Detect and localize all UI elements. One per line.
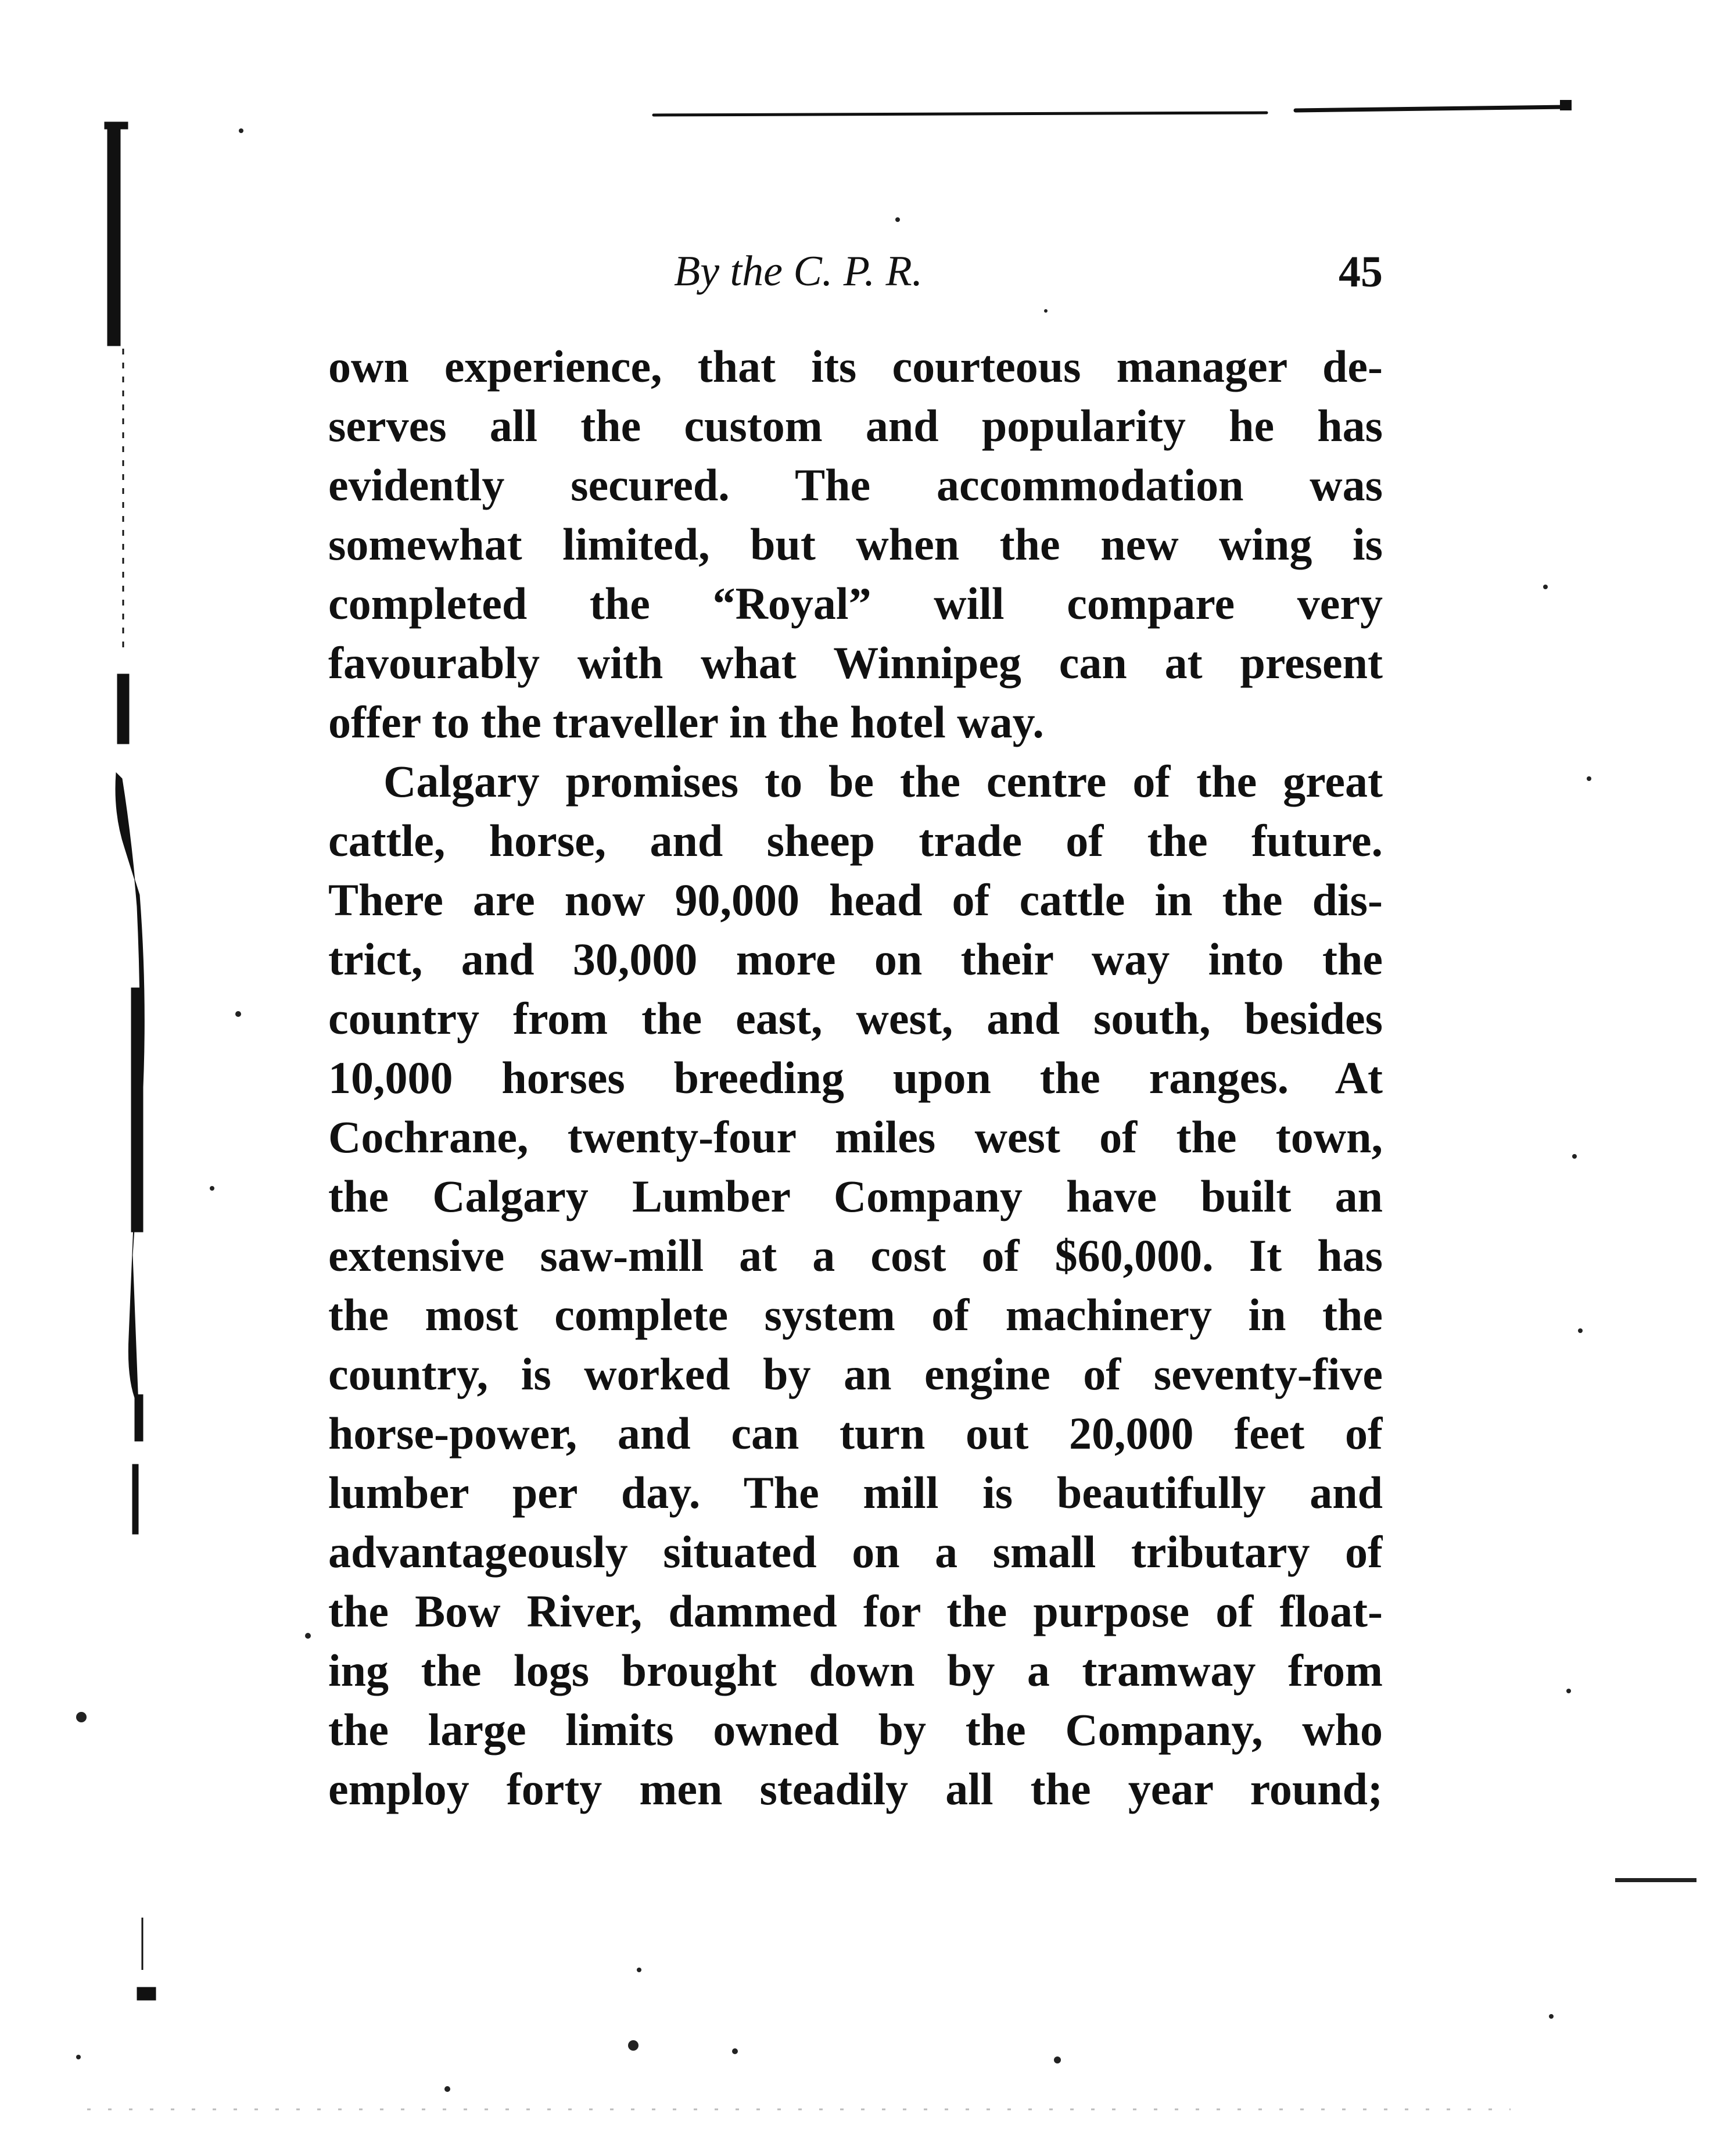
text-line: evidently secured. The accommodation was <box>328 460 1383 510</box>
text-line: horse-power, and can turn out 20,000 feet of <box>328 1408 1383 1459</box>
text-line: advantageously situated on a small tributary of <box>328 1527 1383 1577</box>
text-line: own experience, that its courteous manager de- <box>328 341 1383 392</box>
paragraph-1 <box>328 337 1383 752</box>
text-line: offer to the traveller in the hotel way. <box>328 697 1044 747</box>
text-line: extensive saw-mill at a cost of $60,000. It has <box>328 1230 1383 1281</box>
text-line: country, is worked by an engine of seventy-five <box>328 1349 1383 1399</box>
binding-edge <box>105 122 156 2000</box>
text-line: Cochrane, twenty-four miles west of the town, <box>328 1112 1383 1162</box>
text-line: employ forty men steadily all the year round; <box>328 1764 1383 1814</box>
page-header <box>325 247 1383 311</box>
running-title: By the C. P. R. <box>674 248 923 295</box>
text-line: lumber per day. The mill is beautifully and <box>328 1467 1383 1518</box>
page-number: 45 <box>1339 248 1383 296</box>
text-line: Calgary promises to be the centre of the great <box>383 756 1383 807</box>
text-line: the Bow River, dammed for the purpose of float- <box>328 1586 1383 1636</box>
text-line: serves all the custom and popularity he has <box>328 400 1383 451</box>
text-line: the most complete system of machinery in the <box>328 1289 1383 1340</box>
paragraph-2 <box>328 752 1383 1819</box>
text-line: There are now 90,000 head of cattle in the dis- <box>328 875 1383 925</box>
text-line: somewhat limited, but when the new wing is <box>328 519 1383 569</box>
text-line: country from the east, west, and south, besides <box>328 993 1383 1044</box>
text-line: trict, and 30,000 more on their way into the <box>328 934 1383 984</box>
text-line: the large limits owned by the Company, who <box>328 1704 1383 1755</box>
top-rule <box>654 100 1572 115</box>
body-text <box>328 337 1383 1819</box>
text-line: cattle, horse, and sheep trade of the future. <box>328 815 1383 866</box>
text-line: the Calgary Lumber Company have built an <box>328 1171 1383 1221</box>
text-line: ing the logs brought down by a tramway from <box>328 1645 1383 1696</box>
text-line: 10,000 horses breeding upon the ranges. At <box>328 1052 1383 1103</box>
text-line: completed the “Royal” will compare very <box>328 578 1383 629</box>
text-line: favourably with what Winnipeg can at present <box>328 637 1383 688</box>
